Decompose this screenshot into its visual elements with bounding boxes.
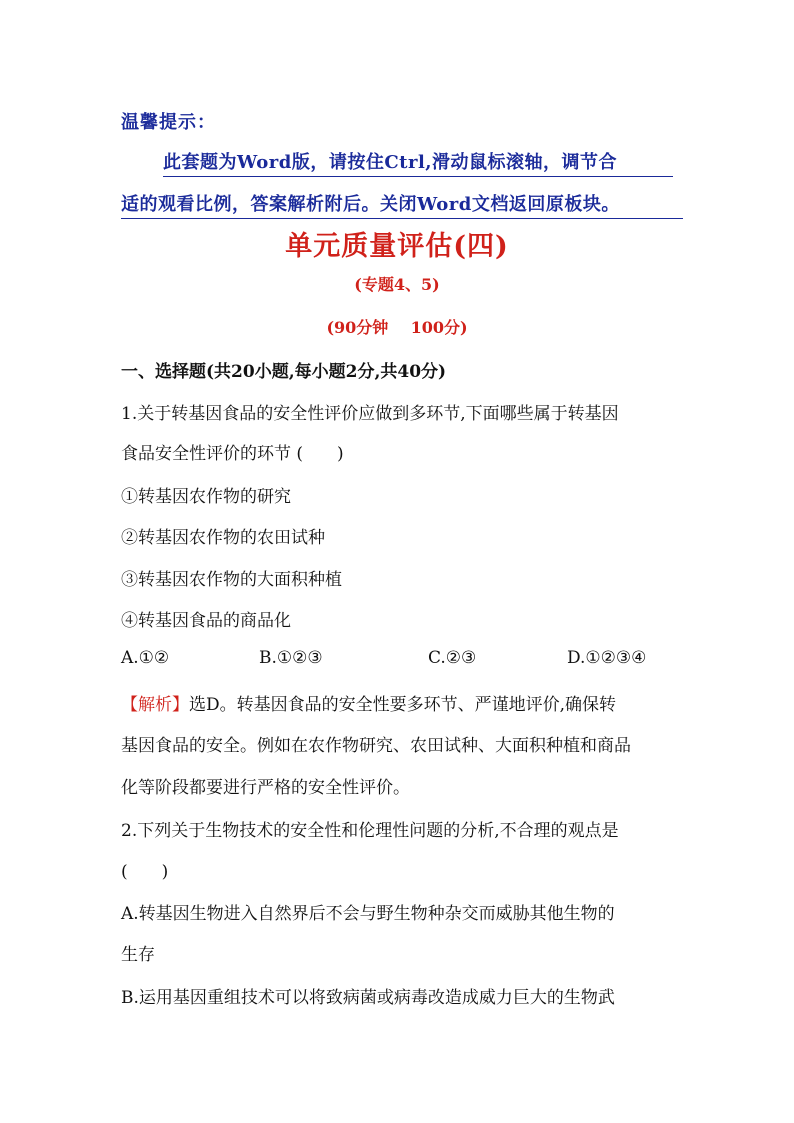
q1-option-b: B.①②③ (259, 648, 323, 668)
q1-analysis-line-3: 化等阶段都要进行严格的安全性评价。 (121, 778, 410, 798)
q1-analysis-line-2: 基因食品的安全。例如在农作物研究、农田试种、大面积种植和商品 (121, 736, 631, 756)
q2-option-b-line-1: B.运用基因重组技术可以将致病菌或病毒改造成威力巨大的生物武 (121, 988, 615, 1008)
document-title: 单元质量评估(四) (285, 231, 509, 262)
scope-subtitle: (专题4、5) (354, 275, 440, 294)
tip-line-1: 此套题为Word版，请按住Ctrl,滑动鼠标滚轴，调节合 (163, 148, 673, 177)
q1-item-1: ①转基因农作物的研究 (121, 487, 291, 507)
tip-line-2: 适的观看比例，答案解析附后。关闭Word文档返回原板块。 (121, 190, 683, 219)
q1-item-2: ②转基因农作物的农田试种 (121, 528, 325, 548)
q2-stem-line-2: ( ) (121, 862, 169, 882)
time-score-subtitle: (90分钟 100分) (326, 318, 468, 337)
section-heading: 一、选择题(共20小题,每小题2分,共40分) (121, 362, 447, 382)
q1-stem-line-1: 1.关于转基因食品的安全性评价应做到多环节,下面哪些属于转基因 (121, 404, 619, 424)
q1-option-d: D.①②③④ (567, 648, 647, 668)
q1-option-c: C.②③ (428, 648, 477, 668)
analysis-text: 选D。转基因食品的安全性要多环节、严谨地评价,确保转 (189, 695, 617, 715)
q1-item-3: ③转基因农作物的大面积种植 (121, 570, 342, 590)
q2-stem-line-1: 2.下列关于生物技术的安全性和伦理性问题的分析,不合理的观点是 (121, 821, 619, 841)
tip-title: 温馨提示： (121, 112, 216, 133)
q2-option-a-line-1: A.转基因生物进入自然界后不会与野生物种杂交而威胁其他生物的 (121, 904, 615, 924)
q1-item-4: ④转基因食品的商品化 (121, 611, 291, 631)
q1-option-a: A.①② (121, 648, 170, 668)
analysis-tag: 【解析】 (121, 695, 189, 715)
q2-option-a-line-2: 生存 (121, 945, 155, 965)
q1-analysis-line-1 (121, 690, 616, 715)
q1-stem-line-2: 食品安全性评价的环节 ( ) (121, 444, 344, 464)
